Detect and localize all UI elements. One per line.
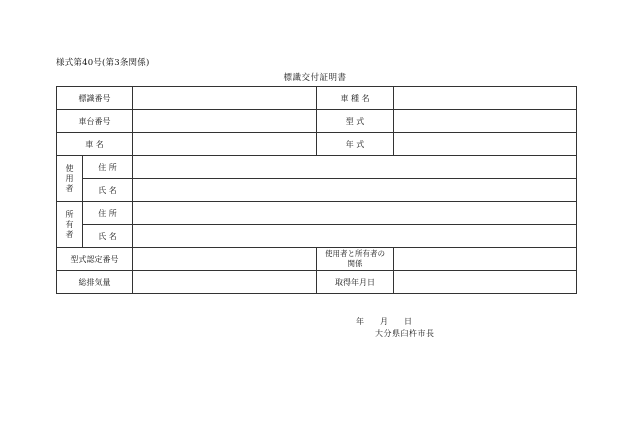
- issuer: 大分県臼杵市長: [375, 329, 435, 338]
- table-row: [57, 271, 577, 294]
- user-address-label: 住 所: [83, 156, 133, 179]
- owner-address-label: 住 所: [83, 202, 133, 225]
- model-cert-number-value: [133, 248, 317, 271]
- table-row: [57, 156, 577, 179]
- displacement-label: 総排気量: [57, 271, 133, 294]
- acquired-date-value: [394, 271, 577, 294]
- table-row: [57, 110, 577, 133]
- sign-number-value: [133, 87, 317, 110]
- issue-date: [356, 316, 412, 327]
- vehicle-name-value: [133, 133, 317, 156]
- relation-value: [394, 248, 577, 271]
- document-title: 標識交付証明書: [283, 73, 347, 83]
- displacement-value: [133, 271, 317, 294]
- relation-label: [317, 248, 394, 271]
- model-label: 型 式: [317, 110, 394, 133]
- certificate-table: [56, 86, 577, 294]
- vehicle-type-value: [394, 87, 577, 110]
- issue-date-month: 月: [380, 317, 388, 326]
- chassis-number-value: [133, 110, 317, 133]
- user-group-label: [57, 156, 83, 202]
- user-name-value: [133, 179, 577, 202]
- table-row: [57, 248, 577, 271]
- owner-name-value: [133, 225, 577, 248]
- user-group-text: 使用者: [65, 163, 74, 193]
- issue-date-year: 年: [356, 317, 364, 326]
- owner-group-label: [57, 202, 83, 248]
- owner-group-text: 所有者: [65, 209, 74, 239]
- sign-number-label: 標識番号: [57, 87, 133, 110]
- model-cert-number-label: 型式認定番号: [57, 248, 133, 271]
- vehicle-type-label: 車 種 名: [317, 87, 394, 110]
- table-row: [57, 202, 577, 225]
- vehicle-name-label: 車 名: [57, 133, 133, 156]
- relation-label-line1: 使用者と所有者の: [325, 249, 385, 258]
- owner-name-label: 氏 名: [83, 225, 133, 248]
- table-row: [57, 225, 577, 248]
- form-number: 様式第40号(第3条関係): [56, 58, 150, 68]
- year-model-label: 年 式: [317, 133, 394, 156]
- table-row: [57, 179, 577, 202]
- table-row: [57, 87, 577, 110]
- chassis-number-label: 車台番号: [57, 110, 133, 133]
- model-value: [394, 110, 577, 133]
- issue-date-day: 日: [404, 317, 412, 326]
- user-address-value: [133, 156, 577, 179]
- table-row: [57, 133, 577, 156]
- acquired-date-label: 取得年月日: [317, 271, 394, 294]
- owner-address-value: [133, 202, 577, 225]
- user-name-label: 氏 名: [83, 179, 133, 202]
- year-model-value: [394, 133, 577, 156]
- relation-label-line2: 関係: [347, 259, 363, 268]
